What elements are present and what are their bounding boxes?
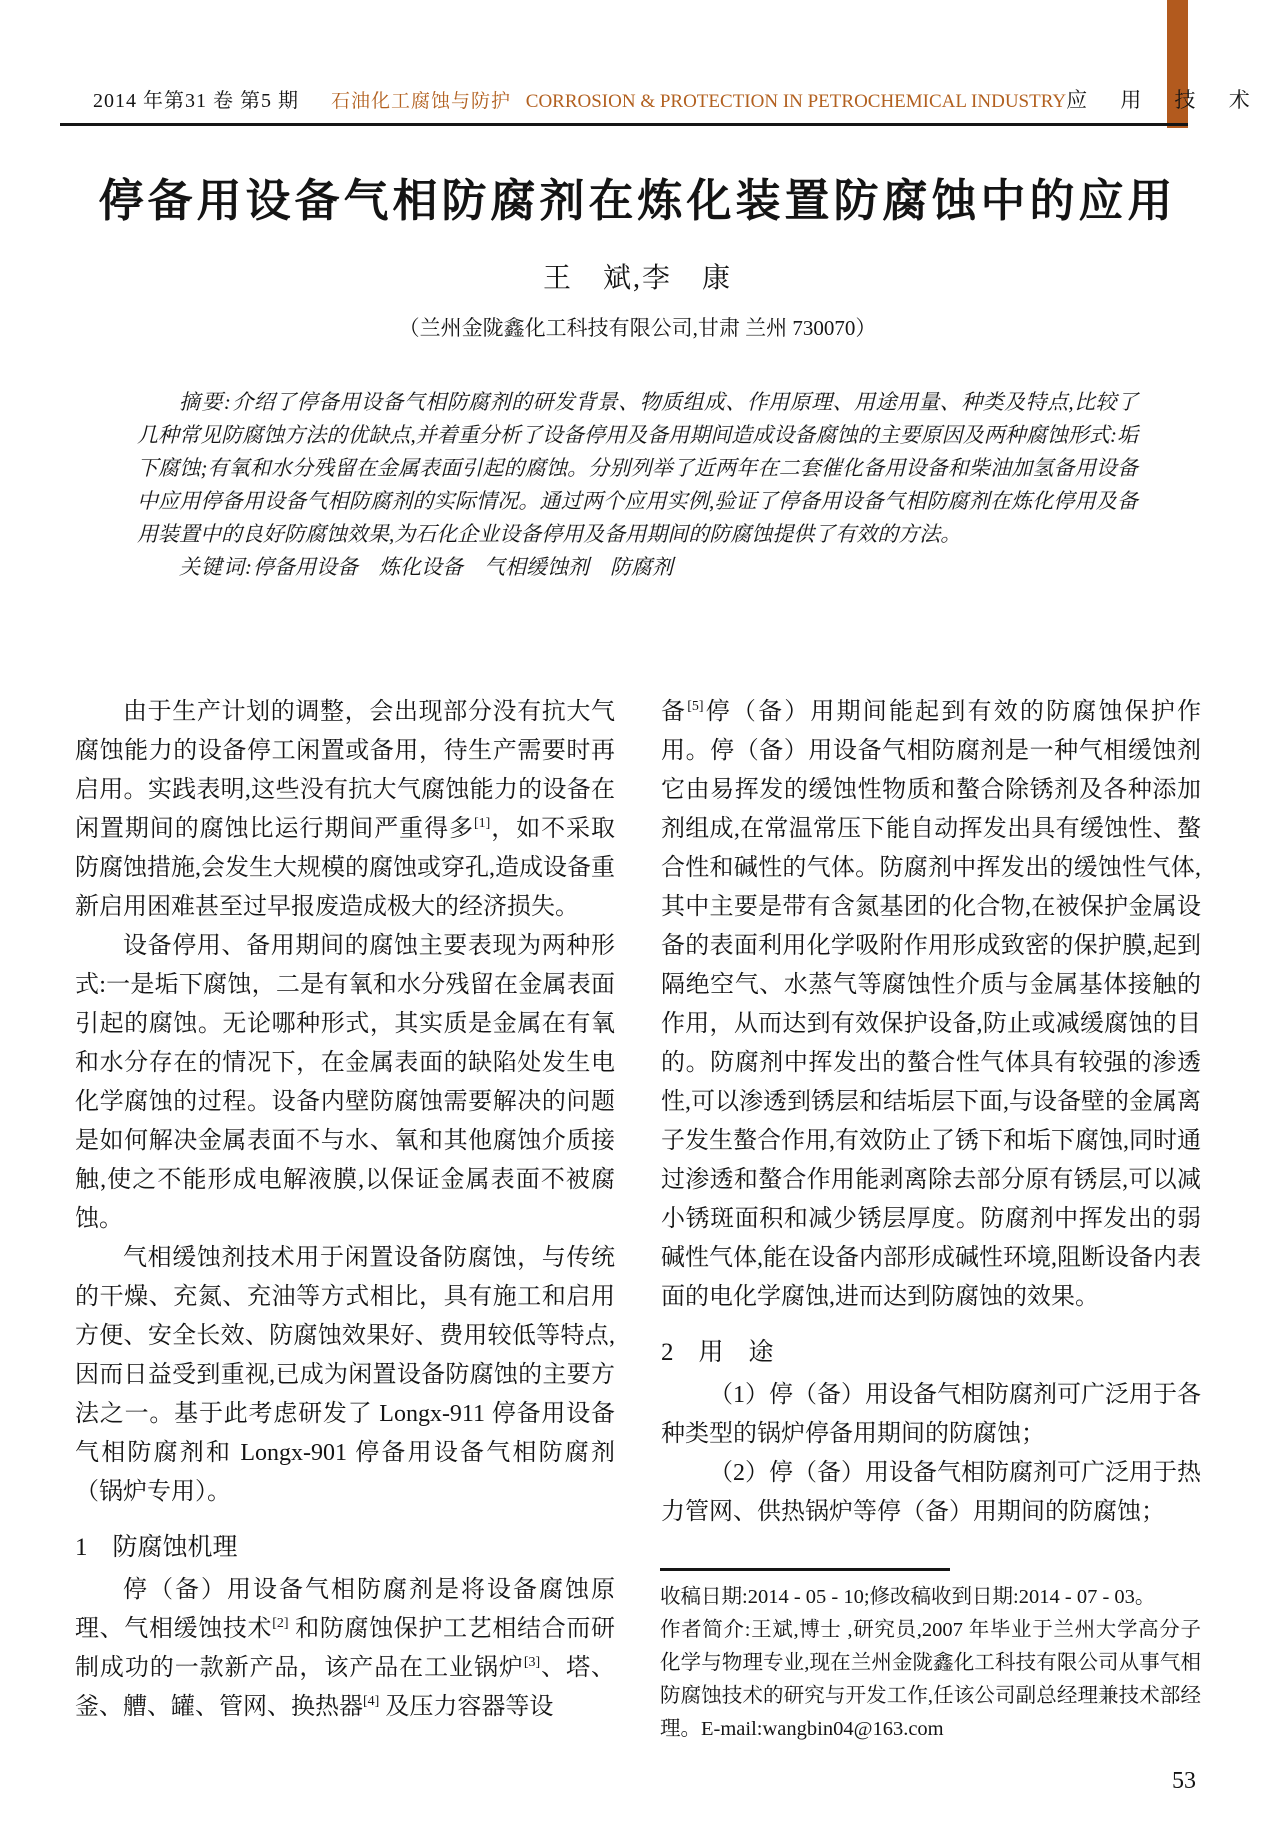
footnote-divider xyxy=(660,1568,950,1571)
body-paragraph: 由于生产计划的调整，会出现部分没有抗大气腐蚀能力的设备停工闲置或备用，待生产需要时再启用。实践表明,这些没有抗大气腐蚀能力的设备在闲置期间的腐蚀比运行期间严重得多[1]，如不采取防腐蚀措施,会发生大规模的腐蚀或穿孔,造成设备重新启用困难甚至过早报废造成极大的经济损失。 xyxy=(75,699,616,920)
citation-ref: [2] xyxy=(272,1616,289,1631)
body-paragraph: 备[5]停（备）用期间能起到有效的防腐蚀保护作用。停（备）用设备气相防腐剂是一种气相缓蚀剂它由易挥发的缓蚀性物质和螯合除锈剂及各种添加剂组成,在常温常压下能自动挥发出具有缓蚀性、螯合性和碱性的气体。防腐剂中挥发出的缓蚀性气体,其中主要是带有含氮基团的化合物,在被保护金属设备的表面利用化学吸附作用形成致密的保护膜,起到隔绝空气、水蒸气等腐蚀性介质与金属基体接触的作用，从而达到有效保护设备,防止或减缓腐蚀的目的。防腐剂中挥发出的螯合性气体具有较强的渗透性,可以渗透到锈层和结垢层下面,与设备壁的金属离子发生螯合作用,有效防止了锈下和垢下腐蚀,同时通过渗透和螯合作用能剥离除去部分原有锈层,可以减小锈斑面积和减少锈层厚度。防腐剂中挥发出的弱碱性气体,能在设备内部形成碱性环境,阻断设备内表面的电化学腐蚀,进而达到防腐蚀的效果。 xyxy=(661,699,1202,1310)
section-heading: 1 防腐蚀机理 xyxy=(75,1534,238,1561)
article-title: 停备用设备气相防腐剂在炼化装置防腐蚀中的应用 xyxy=(98,176,1177,226)
author-bio: 作者简介:王斌,博士 ,研究员,2007 年毕业于兰州大学高分子化学与物理专业,现在兰州金陇鑫化工科技有限公司从事气相防腐蚀技术的研究与开发工作,任该公司副总经理兼技术部经理。E-mail:wangbin04@163.com xyxy=(660,1619,1201,1740)
citation-ref: [3] xyxy=(523,1655,541,1670)
left-column xyxy=(75,693,615,1727)
keywords-label: 关键词: xyxy=(179,555,253,579)
issue-info: 2014 年第31 卷 第5 期 xyxy=(93,90,299,112)
body-paragraph: （1）停（备）用设备气相防腐剂可广泛用于各种类型的锅炉停备用期间的防腐蚀； xyxy=(661,1382,1201,1447)
abstract-text: 介绍了停备用设备气相防腐剂的研发背景、物质组成、作用原理、用途用量、种类及特点,比较了几种常见防腐蚀方法的优缺点,并着重分析了设备停用及备用期间造成设备腐蚀的主要原因及两种腐蚀形式:垢下腐蚀;有氧和水分残留在金属表面引起的腐蚀。分别列举了近两年在二套催化备用设备和柴油加氢备用设备中应用停备用设备气相防腐剂的实际情况。通过两个应用实例,验证了停备用设备气相防腐剂在炼化停用及备用装置中的良好防腐蚀效果,为石化企业设备停用及备用期间的防腐蚀提供了有效的方法。 xyxy=(137,390,1138,546)
abstract-label: 摘要: xyxy=(179,390,232,414)
body-paragraph: （2）停（备）用设备气相防腐剂可广泛用于热力管网、供热锅炉等停（备）用期间的防腐蚀； xyxy=(661,1460,1201,1525)
abstract-block xyxy=(137,386,1138,584)
keywords-text: 停备用设备 炼化设备 气相缓蚀剂 防腐剂 xyxy=(253,555,673,579)
page-header xyxy=(60,84,1264,126)
journal-name-cn: 石油化工腐蚀与防护 xyxy=(331,91,512,112)
citation-ref: [1] xyxy=(474,816,491,831)
journal-name xyxy=(331,86,1066,113)
body-paragraph: 气相缓蚀剂技术用于闲置设备防腐蚀，与传统的干燥、充氮、充油等方式相比，具有施工和启用方便、安全长效、防腐蚀效果好、费用较低等特点,因而日益受到重视,已成为闲置设备防腐蚀的主要方法之一。基于此考虑研发了 Longx-911 停备用设备气相防腐剂和 Longx-901 停备用设备气相防腐剂（锅炉专用）。 xyxy=(75,1245,615,1505)
article-front-matter xyxy=(75,170,1200,584)
page-number: 53 xyxy=(1172,1768,1196,1794)
section-heading: 2 用 途 xyxy=(661,1339,774,1366)
citation-ref: [5] xyxy=(687,699,704,714)
journal-name-en: CORROSION & PROTECTION IN PETROCHEMICAL INDUSTRY xyxy=(525,91,1067,112)
citation-ref: [4] xyxy=(363,1694,380,1709)
section-label: 应 用 技 术 xyxy=(1066,88,1264,112)
footnote-block xyxy=(660,1568,1201,1746)
article-authors: 王 斌,李 康 xyxy=(542,263,732,294)
abstract-paragraph xyxy=(137,386,1138,551)
keywords-line xyxy=(137,551,1138,584)
received-dates: 收稿日期:2014 - 05 - 10;修改稿收到日期:2014 - 07 - 03。 xyxy=(660,1586,1156,1608)
article-affiliation: （兰州金陇鑫化工科技有限公司,甘肃 兰州 730070） xyxy=(398,316,877,340)
body-paragraph: 设备停用、备用期间的腐蚀主要表现为两种形式:一是垢下腐蚀，二是有氧和水分残留在金属表面引起的腐蚀。无论哪种形式，其实质是金属在有氧和水分存在的情况下，在金属表面的缺陷处发生电化学腐蚀的过程。设备内壁防腐蚀需要解决的问题是如何解决金属表面不与水、氧和其他腐蚀介质接触,使之不能形成电解液膜,以保证金属表面不被腐蚀。 xyxy=(75,933,615,1232)
body-paragraph: 停（备）用设备气相防腐剂是将设备腐蚀原理、气相缓蚀技术[2] 和防腐蚀保护工艺相结合而研制成功的一款新产品，该产品在工业锅炉[3]、塔、釜、艚、罐、管网、换热器[4] 及压力容器等设 xyxy=(75,1577,616,1720)
